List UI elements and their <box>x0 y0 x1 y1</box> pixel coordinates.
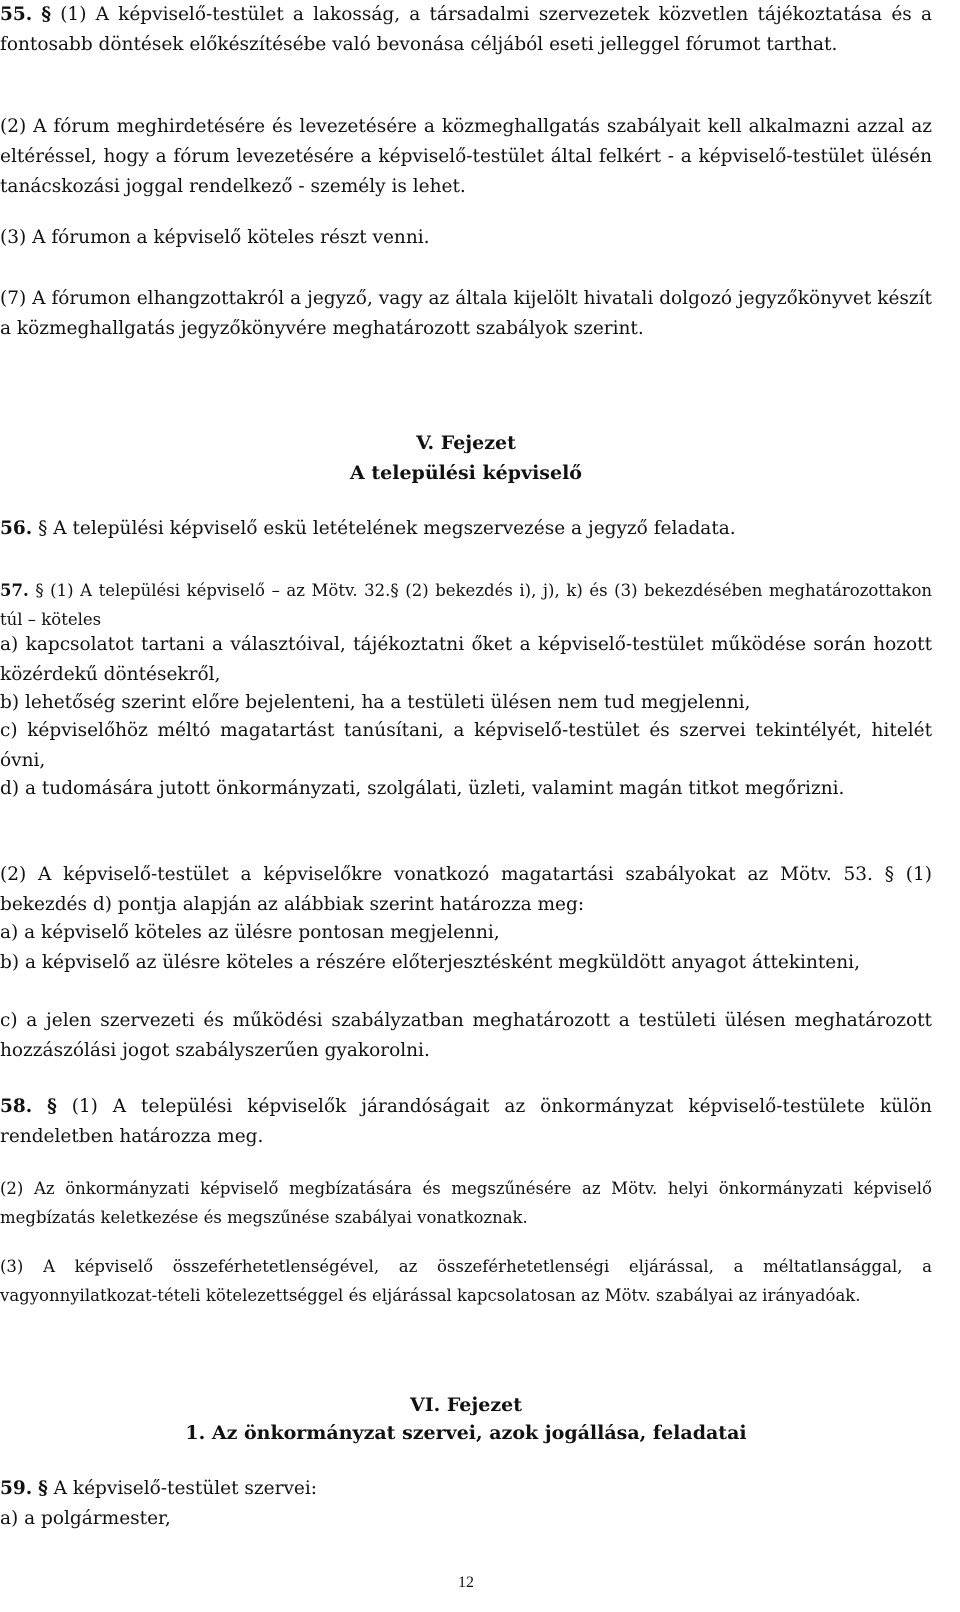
section-number: 58. <box>0 1096 33 1117</box>
paragraph-text: (2) bekezdés i), j), k) és (3) bekezdésében meghatározottakon túl – köteles <box>0 581 933 629</box>
section-sign: § <box>38 1478 48 1499</box>
chapter-number: V. Fejezet <box>416 432 516 454</box>
section-number: 56. <box>0 518 33 539</box>
section-57-para-2-item-c: c) a jelen szervezeti és működési szabályzatban meghatározott a testületi ülésen meghatározott hozzászólási jogot szabályszerűen gyakorolni. <box>0 1010 932 1061</box>
paragraph-text: A képviselő-testület szervei: <box>53 1478 318 1499</box>
section-number: 59. <box>0 1478 33 1499</box>
section-55-para-3: (3) A fórumon a képviselő köteles részt venni. <box>0 227 430 248</box>
chapter-title: 1. Az önkormányzat szervei, azok jogállása, feladatai <box>185 1422 747 1444</box>
paragraph-text: (1) A települési képviselők járandóságait az önkormányzat képviselő-testülete külön rendeletben határozza meg. <box>0 1096 932 1147</box>
section-58-para-1 <box>0 1092 932 1152</box>
chapter-number: VI. Fejezet <box>409 1394 522 1416</box>
section-57-item-a: a) kapcsolatot tartani a választóival, tájékoztatni őket a képviselő-testület működése során hozott közérdekű döntésekről, <box>0 634 932 685</box>
section-sign: § <box>38 518 48 539</box>
section-sign: § <box>884 864 894 885</box>
section-sign: § <box>390 581 399 600</box>
section-57-para-2 <box>0 860 932 920</box>
paragraph-text: (1) A képviselő-testület a lakosság, a társadalmi szervezetek közvetlen tájékoztatása és a fontosabb döntések előkészítésébe való bevonása céljából eseti jelleggel fórumot tarthat. <box>0 4 932 55</box>
paragraph-text: (2) A képviselő-testület a képviselőkre vonatkozó magatartási szabályokat az Mötv. 53. <box>0 864 873 885</box>
page-number: 12 <box>458 1574 474 1591</box>
paragraph-text: A települési képviselő eskü letételének megszervezése a jegyző feladata. <box>53 518 736 539</box>
section-57-item-c: c) képviselőhöz méltó magatartást tanúsítani, a képviselő-testület és szervei tekintélyét, hitelét óvni, <box>0 720 932 771</box>
paragraph-text: (1) bekezdés d) pontja alapján az alábbiak szerint határozza meg: <box>0 864 932 915</box>
section-number: 55. <box>0 4 33 25</box>
section-59 <box>0 1474 932 1504</box>
section-58-para-3: (3) A képviselő összeférhetetlenségével, az összeférhetetlenségi eljárással, a méltatlansággal, a vagyonnyilatkozat-tételi kötelezettséggel és eljárással kapcsolatosan az Mötv. szabályai az irányadóak. <box>0 1257 932 1305</box>
paragraph-text: (1) A települési képviselő – az Mötv. 32. <box>50 581 391 600</box>
section-57-para-2-item-b: b) a képviselő az ülésre köteles a részére előterjesztésként megküldött anyagot áttekinteni, <box>0 952 860 973</box>
section-57-item-b: b) lehetőség szerint előre bejelenteni, ha a testületi ülésen nem tud megjelenni, <box>0 692 751 713</box>
section-57-para-2-item-a: a) a képviselő köteles az ülésre pontosan megjelenni, <box>0 922 500 943</box>
section-58-para-2: (2) Az önkormányzati képviselő megbízatására és megszűnésére az Mötv. helyi önkormányzati képviselő megbízatás keletkezése és megszűnése szabályai vonatkoznak. <box>0 1179 932 1227</box>
chapter-title: A települési képviselő <box>350 462 582 484</box>
section-57-item-d: d) a tudomására jutott önkormányzati, szolgálati, üzleti, valamint magán titkot megőrizni. <box>0 778 845 799</box>
section-55-para-7: (7) A fórumon elhangzottakról a jegyző, vagy az általa kijelölt hivatali dolgozó jegyzőkönyvet készít a közmeghallgatás jegyzőkönyvére meghatározott szabályok szerint. <box>0 288 932 339</box>
section-sign: § <box>35 581 44 600</box>
section-59-item-a: a) a polgármester, <box>0 1508 171 1529</box>
section-55-para-1 <box>0 0 932 60</box>
section-55-para-2: (2) A fórum meghirdetésére és levezetésére a közmeghallgatás szabályait kell alkalmazni azzal az eltéréssel, hogy a fórum levezetésére a képviselő-testület által felkért - a képviselő-testület ülésén tanácskozási joggal rendelkező - személy is lehet. <box>0 116 932 197</box>
section-sign: § <box>41 4 52 25</box>
section-sign: § <box>47 1096 57 1117</box>
section-56 <box>0 514 932 544</box>
section-57-intro <box>0 576 932 634</box>
section-number: 57. <box>0 581 29 600</box>
